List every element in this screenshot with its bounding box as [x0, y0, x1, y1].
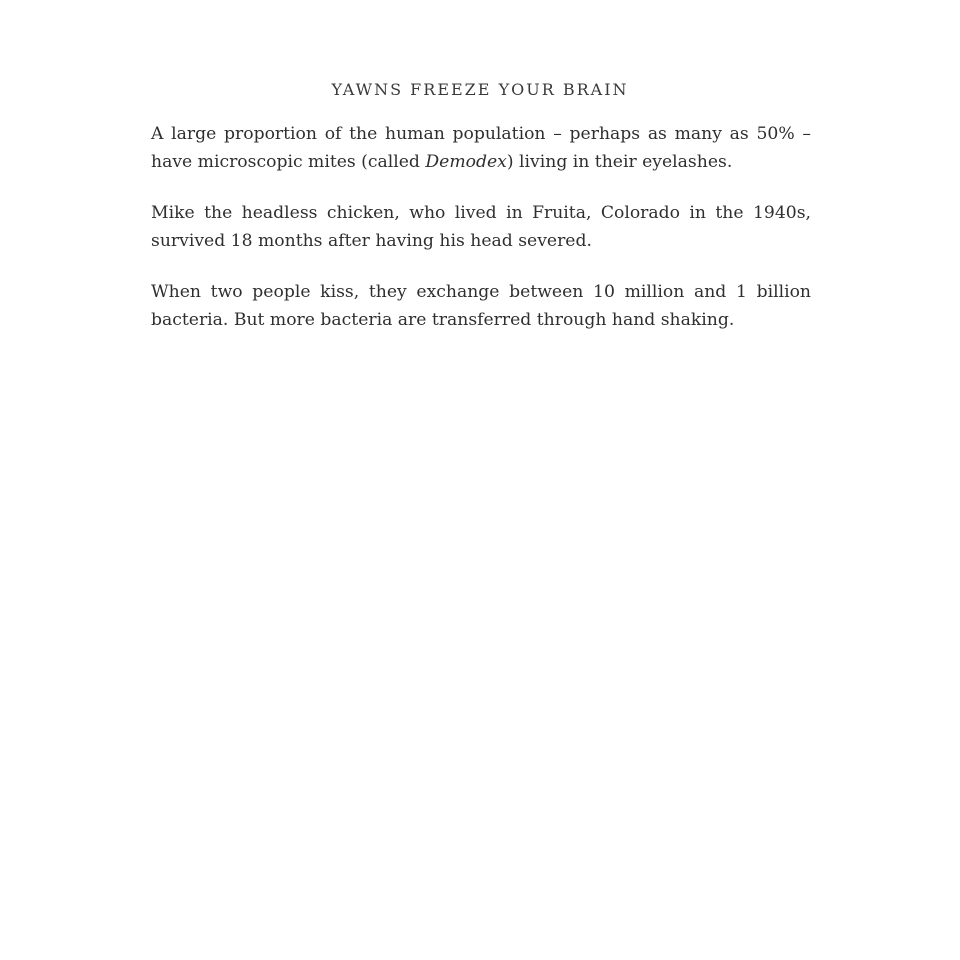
- paragraph-kiss-bacteria: [151, 279, 811, 334]
- running-head: YAWNS FREEZE YOUR BRAIN: [331, 80, 629, 99]
- paragraph-demodex-mites: [151, 121, 811, 176]
- paragraph-text: A large proportion of the human population – perhaps as many as 50% – have microscopic mites (called: [151, 124, 811, 172]
- paragraph-text: ) living in their eyelashes.: [506, 151, 733, 172]
- paragraph-text: Mike the headless chicken, who lived in Fruita, Colorado in the 1940s, survived 18 months after having his head severed.: [151, 203, 811, 251]
- paragraph-text: When two people kiss, they exchange between 10 million and 1 billion bacteria. But more bacteria are transferred through hand shaking.: [151, 282, 811, 330]
- body-text: [151, 121, 811, 358]
- paragraph-headless-chicken: [151, 200, 811, 255]
- italic-term: Demodex: [425, 151, 507, 172]
